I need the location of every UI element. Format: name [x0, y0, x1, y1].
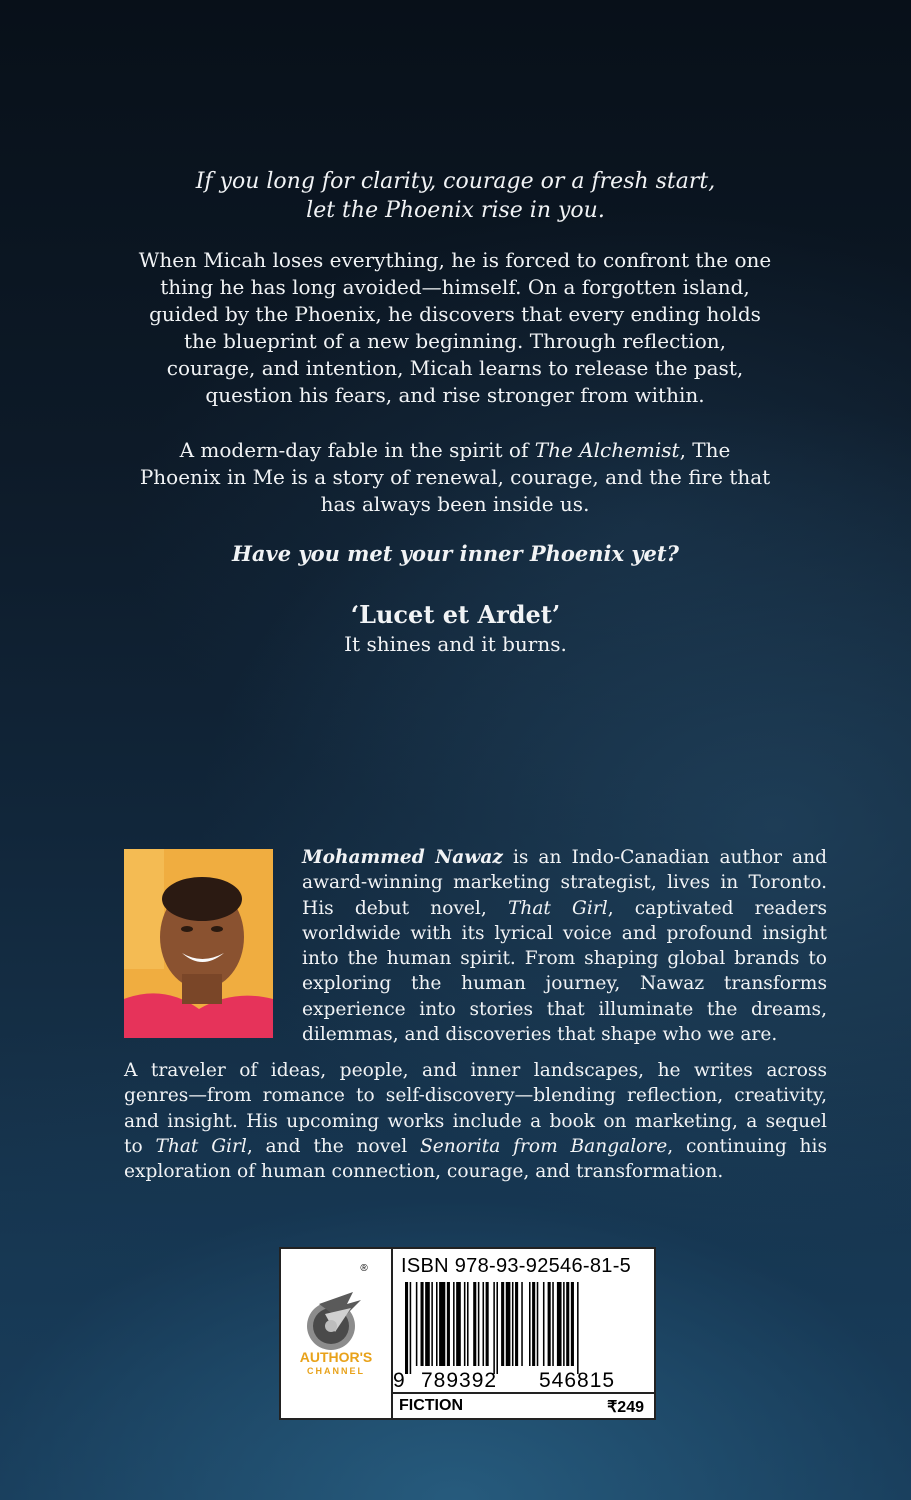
- bio-text: to: [124, 1135, 156, 1157]
- barcode-bar: [496, 1282, 498, 1374]
- genre-label: FICTION: [399, 1397, 463, 1414]
- publisher-name-line-2: CHANNEL: [307, 1366, 365, 1376]
- barcode-bar: [532, 1282, 535, 1366]
- barcode-bar: [501, 1282, 504, 1366]
- barcode-bar: [571, 1282, 574, 1366]
- author-photo: [124, 849, 273, 1038]
- barcode-bar: [478, 1282, 480, 1366]
- bio-text: is an Indo-Canadian author and: [502, 847, 827, 868]
- bio-text: , continuing his: [667, 1135, 828, 1157]
- barcode-bar: [529, 1282, 531, 1366]
- barcode-bar: [486, 1282, 489, 1366]
- barcode-bar: [566, 1282, 569, 1366]
- barcode-bar: [431, 1282, 433, 1366]
- book-title-that-girl: That Girl: [155, 1135, 247, 1157]
- barcode-bar: [436, 1282, 438, 1366]
- blurb-paragraph-2: [110, 437, 800, 518]
- bio-line: award-winning marketing strategist, lives in Toronto.: [302, 872, 827, 894]
- author-bio-paragraph-2: [124, 1058, 827, 1184]
- blurb-paragraph-1: [110, 247, 800, 409]
- blurb-line: has always been inside us.: [320, 492, 590, 516]
- isbn-number: ISBN 978-93-92546-81-5: [401, 1255, 632, 1277]
- book-title-senorita: Senorita from Bangalore: [420, 1135, 668, 1157]
- book-title-alchemist: The Alchemist: [534, 438, 680, 462]
- barcode-lead-digit: 9: [393, 1369, 405, 1392]
- barcode-bar: [439, 1282, 445, 1366]
- barcode-bar: [447, 1282, 450, 1366]
- bio-line: experience into stories that illuminate the dreams,: [302, 998, 827, 1020]
- barcode-graphic: [405, 1282, 645, 1382]
- bio-text: His debut novel,: [302, 897, 508, 919]
- registered-mark: ®: [360, 1263, 368, 1274]
- genre-price-row: [391, 1392, 654, 1420]
- barcode-bar: [515, 1282, 518, 1366]
- tagline-line-1: If you long for clarity, courage or a fresh start,: [195, 169, 716, 194]
- barcode-bar: [464, 1282, 466, 1366]
- barcode-digit-group-2: 546815: [539, 1369, 616, 1392]
- blurb-line: question his fears, and rise stronger from within.: [205, 383, 705, 407]
- barcode-bar: [537, 1282, 539, 1366]
- blurb-line: Phoenix in Me is a story of renewal, courage, and the fire that: [139, 465, 771, 489]
- barcode-bar: [467, 1282, 469, 1366]
- bio-line: [302, 896, 827, 921]
- bio-line: exploration of human connection, courage, and transformation.: [124, 1161, 724, 1183]
- blurb-line: [110, 437, 800, 464]
- tagline: [0, 167, 911, 225]
- barcode-bar: [405, 1282, 408, 1374]
- bio-line: and insight. His upcoming works include a book on marketing, a sequel: [124, 1110, 827, 1132]
- bio-line: into the human spirit. From shaping global brands to: [302, 948, 827, 970]
- barcode-bar: [416, 1282, 418, 1366]
- barcode-bar: [512, 1282, 514, 1366]
- barcode-digit-group-1: 789392: [421, 1369, 498, 1392]
- barcode-bar: [557, 1282, 562, 1366]
- publisher-name-line-1: AUTHOR'S: [299, 1349, 373, 1365]
- barcode-bar: [577, 1282, 579, 1374]
- blurb-line: guided by the Phoenix, he discovers that every ending holds: [149, 302, 761, 326]
- blurb-text: , The: [679, 438, 731, 462]
- blurb-text: A modern-day fable in the spirit of: [179, 438, 535, 462]
- bio-line: [124, 1134, 827, 1159]
- bio-text: , captivated readers: [607, 897, 828, 919]
- bio-line: exploring the human journey, Nawaz transforms: [302, 973, 827, 995]
- barcode-bar: [473, 1282, 476, 1366]
- bio-line: dilemmas, and discoveries that shape who we are.: [302, 1024, 778, 1046]
- bio-line: genres—from romance to self-discovery—blending reflection, creativity,: [124, 1085, 827, 1107]
- isbn-barcode-box: [279, 1247, 656, 1420]
- blurb-line: When Micah loses everything, he is forced to confront the one: [138, 248, 772, 272]
- barcode-bar: [552, 1282, 554, 1366]
- blurb-line: thing he has long avoided—himself. On a forgotten island,: [160, 275, 750, 299]
- publisher-logo: [281, 1249, 393, 1418]
- barcode-bar: [483, 1282, 485, 1366]
- bio-line: A traveler of ideas, people, and inner landscapes, he writes across: [124, 1060, 827, 1081]
- barcode-bar: [506, 1282, 511, 1366]
- author-name: Mohammed Nawaz: [302, 847, 503, 868]
- bio-line: [302, 845, 827, 870]
- barcode-bar: [410, 1282, 412, 1374]
- barcode-bar: [543, 1282, 545, 1366]
- barcode-bar: [548, 1282, 551, 1366]
- price-label: ₹249: [607, 1399, 644, 1416]
- barcode-bar: [521, 1282, 523, 1366]
- motto-latin: ‘Lucet et Ardet’: [350, 600, 561, 629]
- bio-text: , and the novel: [246, 1135, 420, 1157]
- closing-question: Have you met your inner Phoenix yet?: [232, 541, 679, 566]
- blurb-line: courage, and intention, Micah learns to release the past,: [166, 356, 744, 380]
- barcode-bar: [493, 1282, 495, 1374]
- blurb-line: the blueprint of a new beginning. Through reflection,: [184, 329, 726, 353]
- barcode-bar: [453, 1282, 455, 1366]
- barcode-bar: [563, 1282, 565, 1366]
- barcode-bar: [421, 1282, 424, 1366]
- author-bio-paragraph-1: [302, 845, 827, 1047]
- bio-line: worldwide with its lyrical voice and profound insight: [302, 922, 827, 944]
- barcode-bar: [425, 1282, 430, 1366]
- book-title-that-girl: That Girl: [507, 897, 608, 919]
- barcode-bar: [456, 1282, 461, 1366]
- motto-translation: It shines and it burns.: [344, 632, 567, 656]
- tagline-line-2: let the Phoenix rise in you.: [306, 198, 605, 223]
